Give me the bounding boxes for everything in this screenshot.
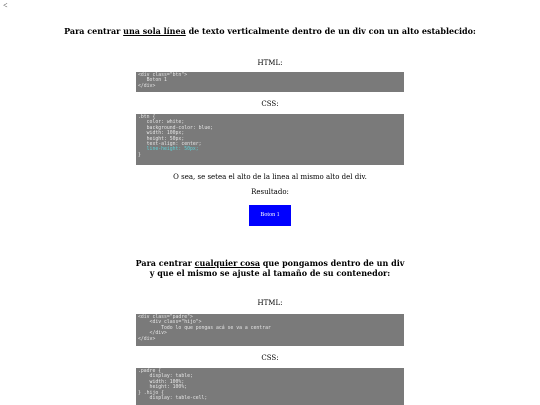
code-line: .btn {: [138, 115, 156, 120]
section2-css-code: [136, 368, 404, 405]
code-line: </div>: [138, 331, 167, 337]
section2-html-code: [136, 314, 404, 346]
section2-title-underline: cualquier cosa: [194, 258, 260, 268]
back-link[interactable]: <: [3, 1, 8, 10]
section1-html-label: HTML:: [257, 59, 283, 67]
section1-title-post: de texto verticalmente dentro de un div con un alto establecido:: [185, 26, 476, 36]
code-line: height: 100%;: [138, 385, 188, 391]
section2-title-line1: [0, 258, 540, 268]
code-line: width: 100px;: [138, 131, 185, 137]
code-line: <div class="padre">: [138, 315, 193, 320]
code-line: width: 100%;: [138, 379, 185, 385]
code-line: display: table-cell;: [138, 396, 208, 402]
section2-title-pre: Para centrar: [135, 258, 195, 268]
code-line: text-align: center;: [138, 142, 202, 148]
section2-title-line2: y que el mismo se ajuste al tamaño de su contenedor:: [149, 268, 391, 278]
section1-result-label: Resultado:: [251, 188, 289, 196]
section1-title: [0, 26, 540, 36]
code-line: } .hijo {: [138, 390, 164, 396]
section2-html-label: HTML:: [257, 299, 283, 307]
section1-note: O sea, se setea el alto de la linea al mismo alto del div.: [173, 173, 367, 181]
section1-html-code: [136, 72, 404, 92]
code-line: background-color: blue;: [138, 125, 214, 131]
code-line: height: 50px;: [138, 136, 185, 142]
boton-1-button[interactable]: Boton 1: [249, 205, 291, 226]
code-line: </div>: [138, 336, 156, 342]
code-line: Todo lo que pongas acá se va a centrar: [138, 325, 271, 331]
section1-css-label: CSS:: [261, 100, 279, 108]
section1-css-code: [136, 114, 404, 165]
code-line: <div class="btn">: [138, 73, 188, 78]
section1-title-underline: una sola línea: [123, 26, 186, 36]
section2-title-post: que pongamos dentro de un div: [260, 258, 405, 268]
code-line: Boton 1: [138, 78, 167, 84]
code-line-highlight: line-height: 50px;: [138, 147, 199, 153]
code-line: </div>: [138, 83, 156, 89]
code-line: color: white;: [138, 120, 185, 126]
section1-title-pre: Para centrar: [64, 26, 124, 36]
code-line: <div class="hijo">: [138, 320, 202, 326]
code-line: .padre {: [138, 369, 162, 374]
section2-css-label: CSS:: [261, 354, 279, 362]
code-line: }: [138, 152, 141, 158]
code-line: display: table;: [138, 374, 193, 380]
